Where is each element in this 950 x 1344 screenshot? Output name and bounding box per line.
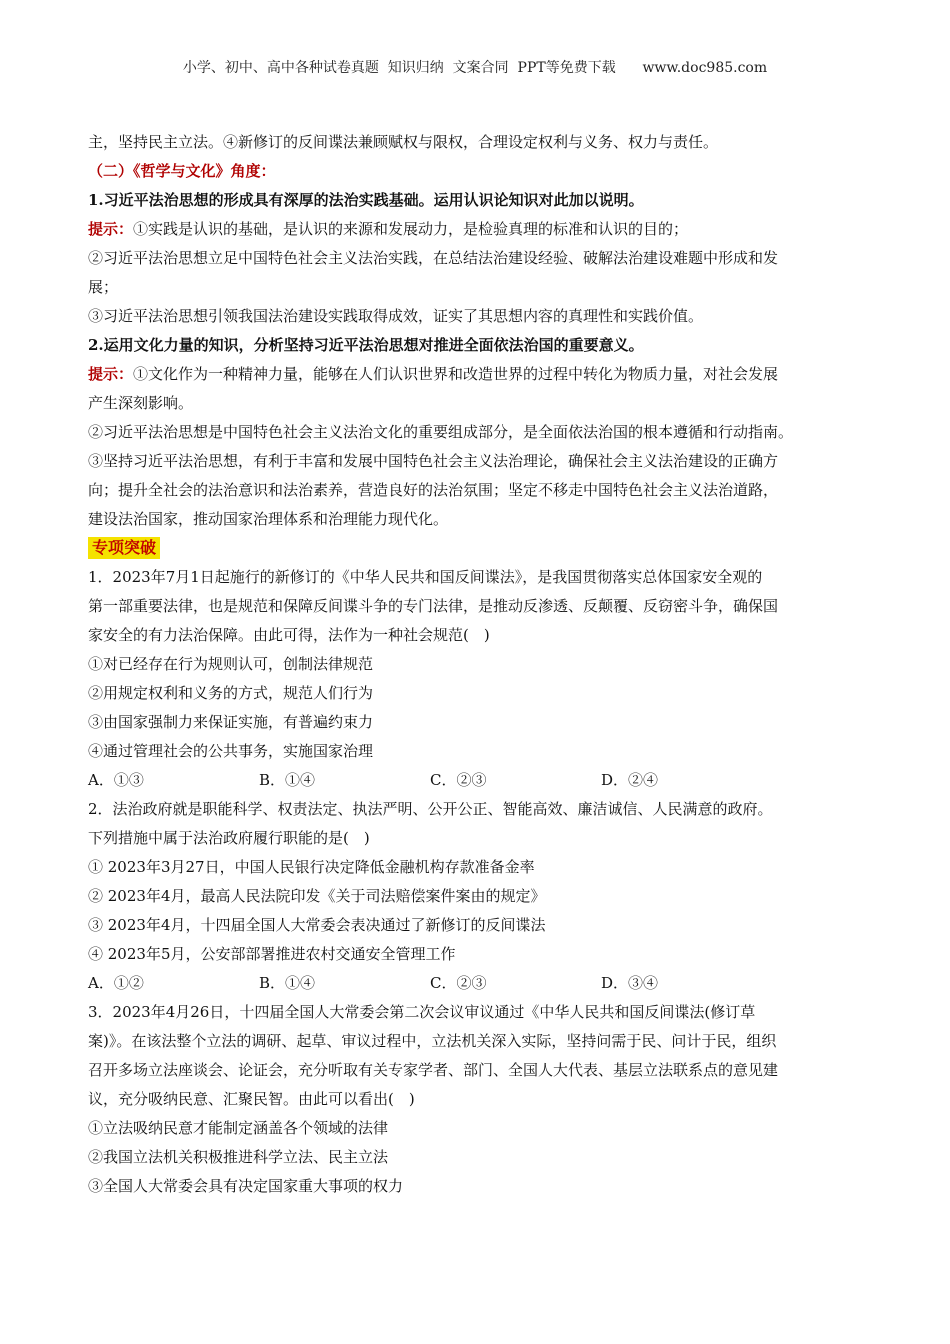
tip-label: 提示： [88,220,134,238]
question-item: ④通过管理社会的公共事务，实施国家治理 [88,742,374,760]
question-item: ①立法吸纳民意才能制定涵盖各个领域的法律 [88,1119,389,1137]
tip-1-line: ③习近平法治思想引领我国法治建设实践取得成效，证实了其思想内容的真理性和实践价值。 [88,307,704,325]
question-item: ①对已经存在行为规则认可，创制法律规范 [88,655,374,673]
option-c[interactable]: C．②③ [430,771,487,789]
question-line: 召开多场立法座谈会、论证会，充分听取有关专家学者、部门、全国人大代表、基层立法联系点的意见建 [88,1061,779,1079]
question-item: ②用规定权利和义务的方式，规范人们行为 [88,684,374,702]
question-line: 家安全的有力法治保障。由此可得，法作为一种社会规范( ) [88,626,490,644]
option-a[interactable]: A．①② [88,974,144,992]
question-item: ① 2023年3月27日，中国人民银行决定降低金融机构存款准备金率 [88,858,535,876]
tip-1-line: ②习近平法治思想立足中国特色社会主义法治实践，在总结法治建设经验、破解法治建设难题中形成和发 [88,249,779,267]
question-item: ③ 2023年4月，十四届全国人大常委会表决通过了新修订的反间谍法 [88,916,546,934]
tip-2 [88,360,866,389]
question-line: 案)》。在该法整个立法的调研、起草、审议过程中，立法机关深入实际，坚持问需于民、问计于民，组织 [88,1032,777,1050]
option-d[interactable]: D．②④ [601,771,659,789]
section-badge: 专项突破 [88,537,160,559]
option-b[interactable]: B．①④ [259,974,316,992]
page-header: 小学、初中、高中各种试卷真题 知识归纳 文案合同 PPT等免费下载 www.doc985.com [182,60,768,76]
tip-text: ①文化作为一种精神力量，能够在人们认识世界和改造世界的过程中转化为物质力量，对社会发展 [133,365,779,383]
option-a[interactable]: A．①③ [88,771,144,789]
tip-2-line: ②习近平法治思想是中国特色社会主义法治文化的重要组成部分，是全面依法治国的根本遵循和行动指南。 [88,423,794,441]
question-line: 第一部重要法律，也是规范和保障反间谍斗争的专门法律，是推动反渗透、反颠覆、反窃密斗争，确保国 [88,597,779,615]
question-item: ② 2023年4月，最高人民法院印发《关于司法赔偿案件案由的规定》 [88,887,546,905]
option-c[interactable]: C．②③ [430,974,487,992]
answer-options [88,766,866,795]
option-b[interactable]: B．①④ [259,771,316,789]
question-item: ④ 2023年5月，公安部部署推进农村交通安全管理工作 [88,945,456,963]
tip-1 [88,215,866,244]
question-line: 1．2023年7月1日起施行的新修订的《中华人民共和国反间谍法》，是我国贯彻落实总体国家安全观的 [88,568,763,586]
question-2-title: 2.运用文化力量的知识，分析坚持习近平法治思想对推进全面依法治国的重要意义。 [88,336,644,354]
tip-2-line: 产生深刻影响。 [88,394,194,412]
tip-1-line: 展； [88,278,119,296]
question-item: ③全国人大常委会具有决定国家重大事项的权力 [88,1177,404,1195]
option-d[interactable]: D．③④ [601,974,659,992]
tip-label: 提示： [88,365,134,383]
question-1-title: 1.习近平法治思想的形成具有深厚的法治实践基础。运用认识论知识对此加以说明。 [88,191,644,209]
tip-2-line: 向；提升全社会的法治意识和法治素养，营造良好的法治氛围；坚定不移走中国特色社会主义法治道路， [88,481,779,499]
question-line: 议，充分吸纳民意、汇聚民智。由此可以看出( ) [88,1090,415,1108]
tip-2-line: ③坚持习近平法治思想，有利于丰富和发展中国特色社会主义法治理论，确保社会主义法治建设的正确方 [88,452,779,470]
question-line: 2．法治政府就是职能科学、权责法定、执法严明、公开公正、智能高效、廉洁诚信、人民满意的政府。 [88,800,773,818]
question-line: 下列措施中属于法治政府履行职能的是( ) [88,829,370,847]
answer-options [88,969,866,998]
question-item: ③由国家强制力来保证实施，有普遍约束力 [88,713,374,731]
section-badge-wrap [88,534,866,563]
question-item: ②我国立法机关积极推进科学立法、民主立法 [88,1148,389,1166]
intro-line: 主，坚持民主立法。④新修订的反间谍法兼顾赋权与限权，合理设定权利与义务、权力与责任。 [88,133,719,151]
section-title: （二）《哲学与文化》角度： [88,162,276,180]
tip-2-line: 建设法治国家，推动国家治理体系和治理能力现代化。 [88,510,449,528]
question-line: 3．2023年4月26日，十四届全国人大常委会第二次会议审议通过《中华人民共和国反间谍法(修订草 [88,1003,756,1021]
document-body [88,128,866,1201]
tip-text: ①实践是认识的基础，是认识的来源和发展动力，是检验真理的标准和认识的目的； [133,220,689,238]
